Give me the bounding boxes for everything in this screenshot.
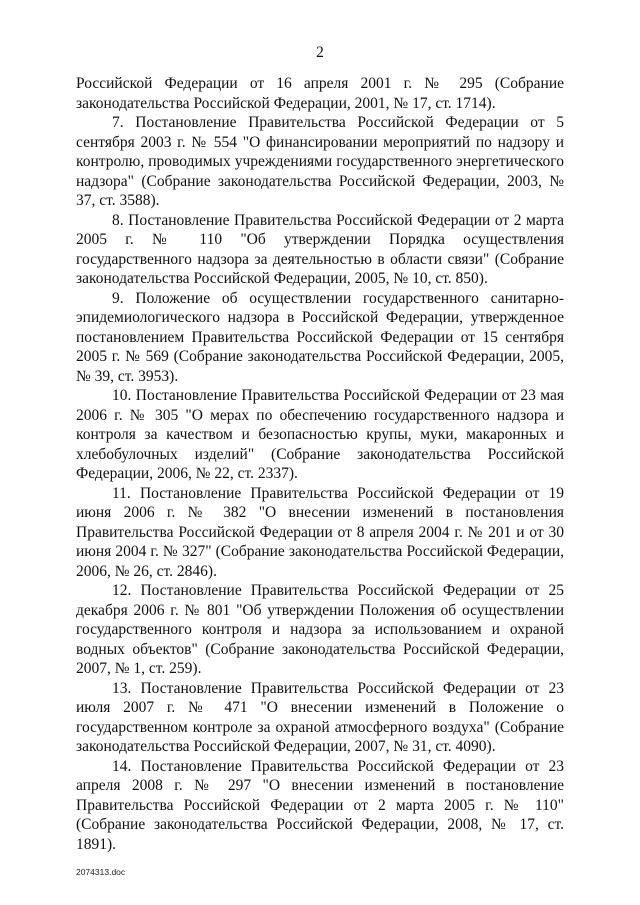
document-body [76, 74, 564, 854]
list-item-13: 13. Постановление Правительства Российской Федерации от 23 июля 2007 г. № 471 "О внесении изменений в Положение о государственном контроле за охраной атмосферного воздуха" (Собрание законодательства Российской Федерации, 2007, № 31, ст. 4090). [76, 679, 564, 755]
list-item-11: 11. Постановление Правительства Российской Федерации от 19 июня 2006 г. № 382 "О внесении изменений в постановления Правительства Российской Федерации от 8 апреля 2004 г. № 201 и от 30 июня 2004 г. № 327" (Собрание законодательства Российской Федерации, 2006, № 26, ст. 2846). [76, 484, 564, 580]
list-item-14: 14. Постановление Правительства Российской Федерации от 23 апреля 2008 г. № 297 "О внесении изменений в постановление Правительства Российской Федерации от 2 марта 2005 г. № 110" (Собрание законодательства Российской Федерации, 2008, № 17, ст. 1891). [76, 757, 564, 853]
list-item-10: 10. Постановление Правительства Российской Федерации от 23 мая 2006 г. № 305 "О мерах по обеспечению государственного надзора и контроля за качеством и безопасностью крупы, муки, макаронных и хлебобулочных изделий" (Собрание законодательства Российской Федерации, 2006, № 22, ст. 2337). [76, 387, 564, 482]
list-item-12: 12. Постановление Правительства Российской Федерации от 25 декабря 2006 г. № 801 "Об утверждении Положения об осуществлении государственного контроля и надзора за использованием и охраной водных объектов" (Собрание законодательства Российской Федерации, 2007, № 1, ст. 259). [76, 582, 564, 677]
page-number: 2 [316, 44, 324, 61]
continuation-paragraph: Российской Федерации от 16 апреля 2001 г. № 295 (Собрание законодательства Российской Федерации, 2001, № 17, ст. 1714). [76, 75, 564, 112]
list-item-8: 8. Постановление Правительства Российской Федерации от 2 марта 2005 г. № 110 "Об утверждении Порядка осуществления государственного надзора за деятельностью в области связи" (Собрание законодательства Российской Федерации, 2005, № 10, ст. 850). [76, 211, 564, 287]
list-item-9: 9. Положение об осуществлении государственного санитарно-эпидемиологического надзора в Российской Федерации, утвержденное постановлением Правительства Российской Федерации от 15 сентября 2005 г. № 569 (Собрание законодательства Российской Федерации, 2005, № 39, ст. 3953). [76, 289, 564, 385]
list-item-7: 7. Постановление Правительства Российской Федерации от 5 сентября 2003 г. № 554 "О финансировании мероприятий по надзору и контролю, проводимых учреждениями государственного энергетического надзора" (Собрание законодательства Российской Федерации, 2003, № 37, ст. 3588). [76, 114, 564, 209]
document-file-code: 2074313.doc [76, 867, 126, 877]
